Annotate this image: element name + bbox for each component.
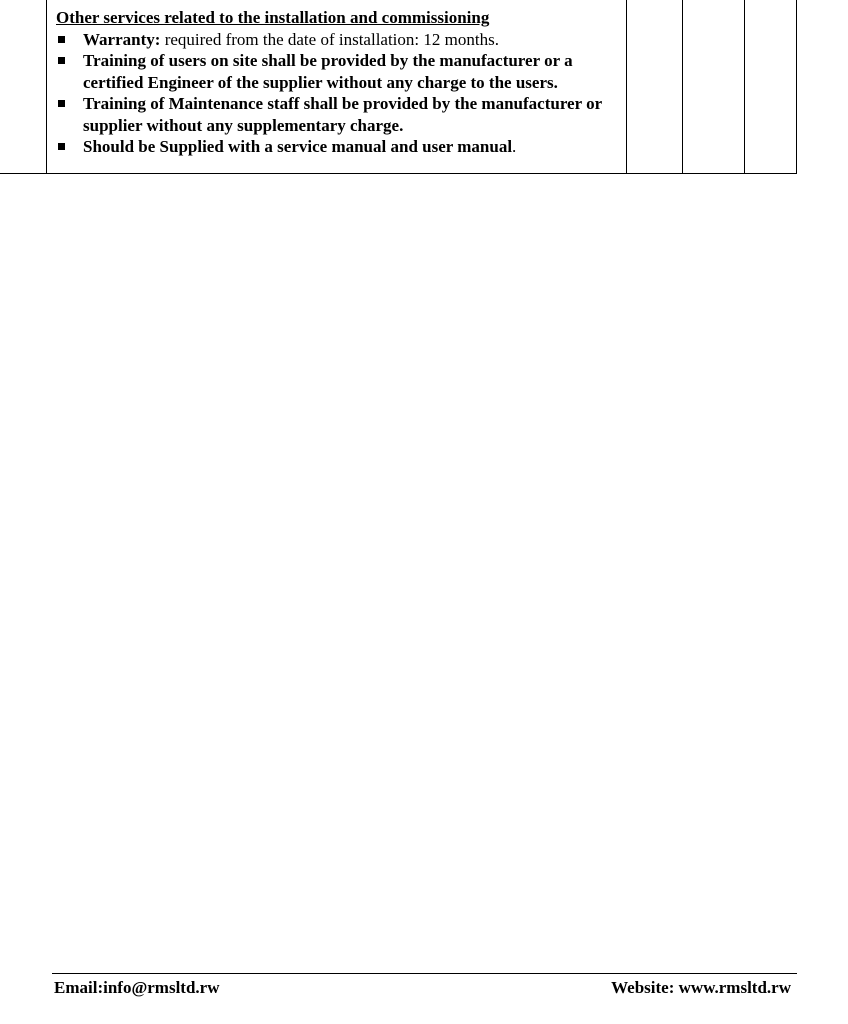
- footer-divider: [52, 973, 797, 974]
- square-bullet-icon: [58, 36, 65, 43]
- maintenance-training-text: Training of Maintenance staff shall be provided by the manufacturer or supplier without any supplementary charge.: [83, 94, 602, 135]
- square-bullet-icon: [58, 57, 65, 64]
- section-heading: Other services related to the installation and commissioning: [56, 8, 490, 27]
- list-item-maintenance-training: [56, 93, 626, 136]
- blank-cell: [745, 0, 797, 174]
- square-bullet-icon: [58, 100, 65, 107]
- list-item-manuals: [56, 136, 626, 158]
- footer-website: Website: www.rmsltd.rw: [611, 978, 791, 997]
- services-list: [56, 29, 626, 158]
- warranty-text: required from the date of installation: 12 months.: [160, 29, 499, 49]
- spec-table: [0, 0, 797, 174]
- table-row: [0, 0, 797, 174]
- number-cell: [0, 0, 47, 174]
- footer-email: Email:info@rmsltd.rw: [54, 978, 220, 997]
- warranty-label: Warranty:: [83, 29, 161, 49]
- description-cell: [47, 0, 627, 174]
- list-item-user-training: [56, 50, 626, 93]
- manuals-text: Should be Supplied with a service manual and user manual: [83, 137, 513, 156]
- blank-cell: [627, 0, 683, 174]
- list-item-warranty: [56, 29, 626, 51]
- blank-cell: [683, 0, 745, 174]
- square-bullet-icon: [58, 143, 65, 150]
- user-training-text: Training of users on site shall be provided by the manufacturer or a certified Engineer of the supplier without any charge to the users.: [83, 51, 573, 92]
- manuals-suffix: .: [512, 137, 517, 156]
